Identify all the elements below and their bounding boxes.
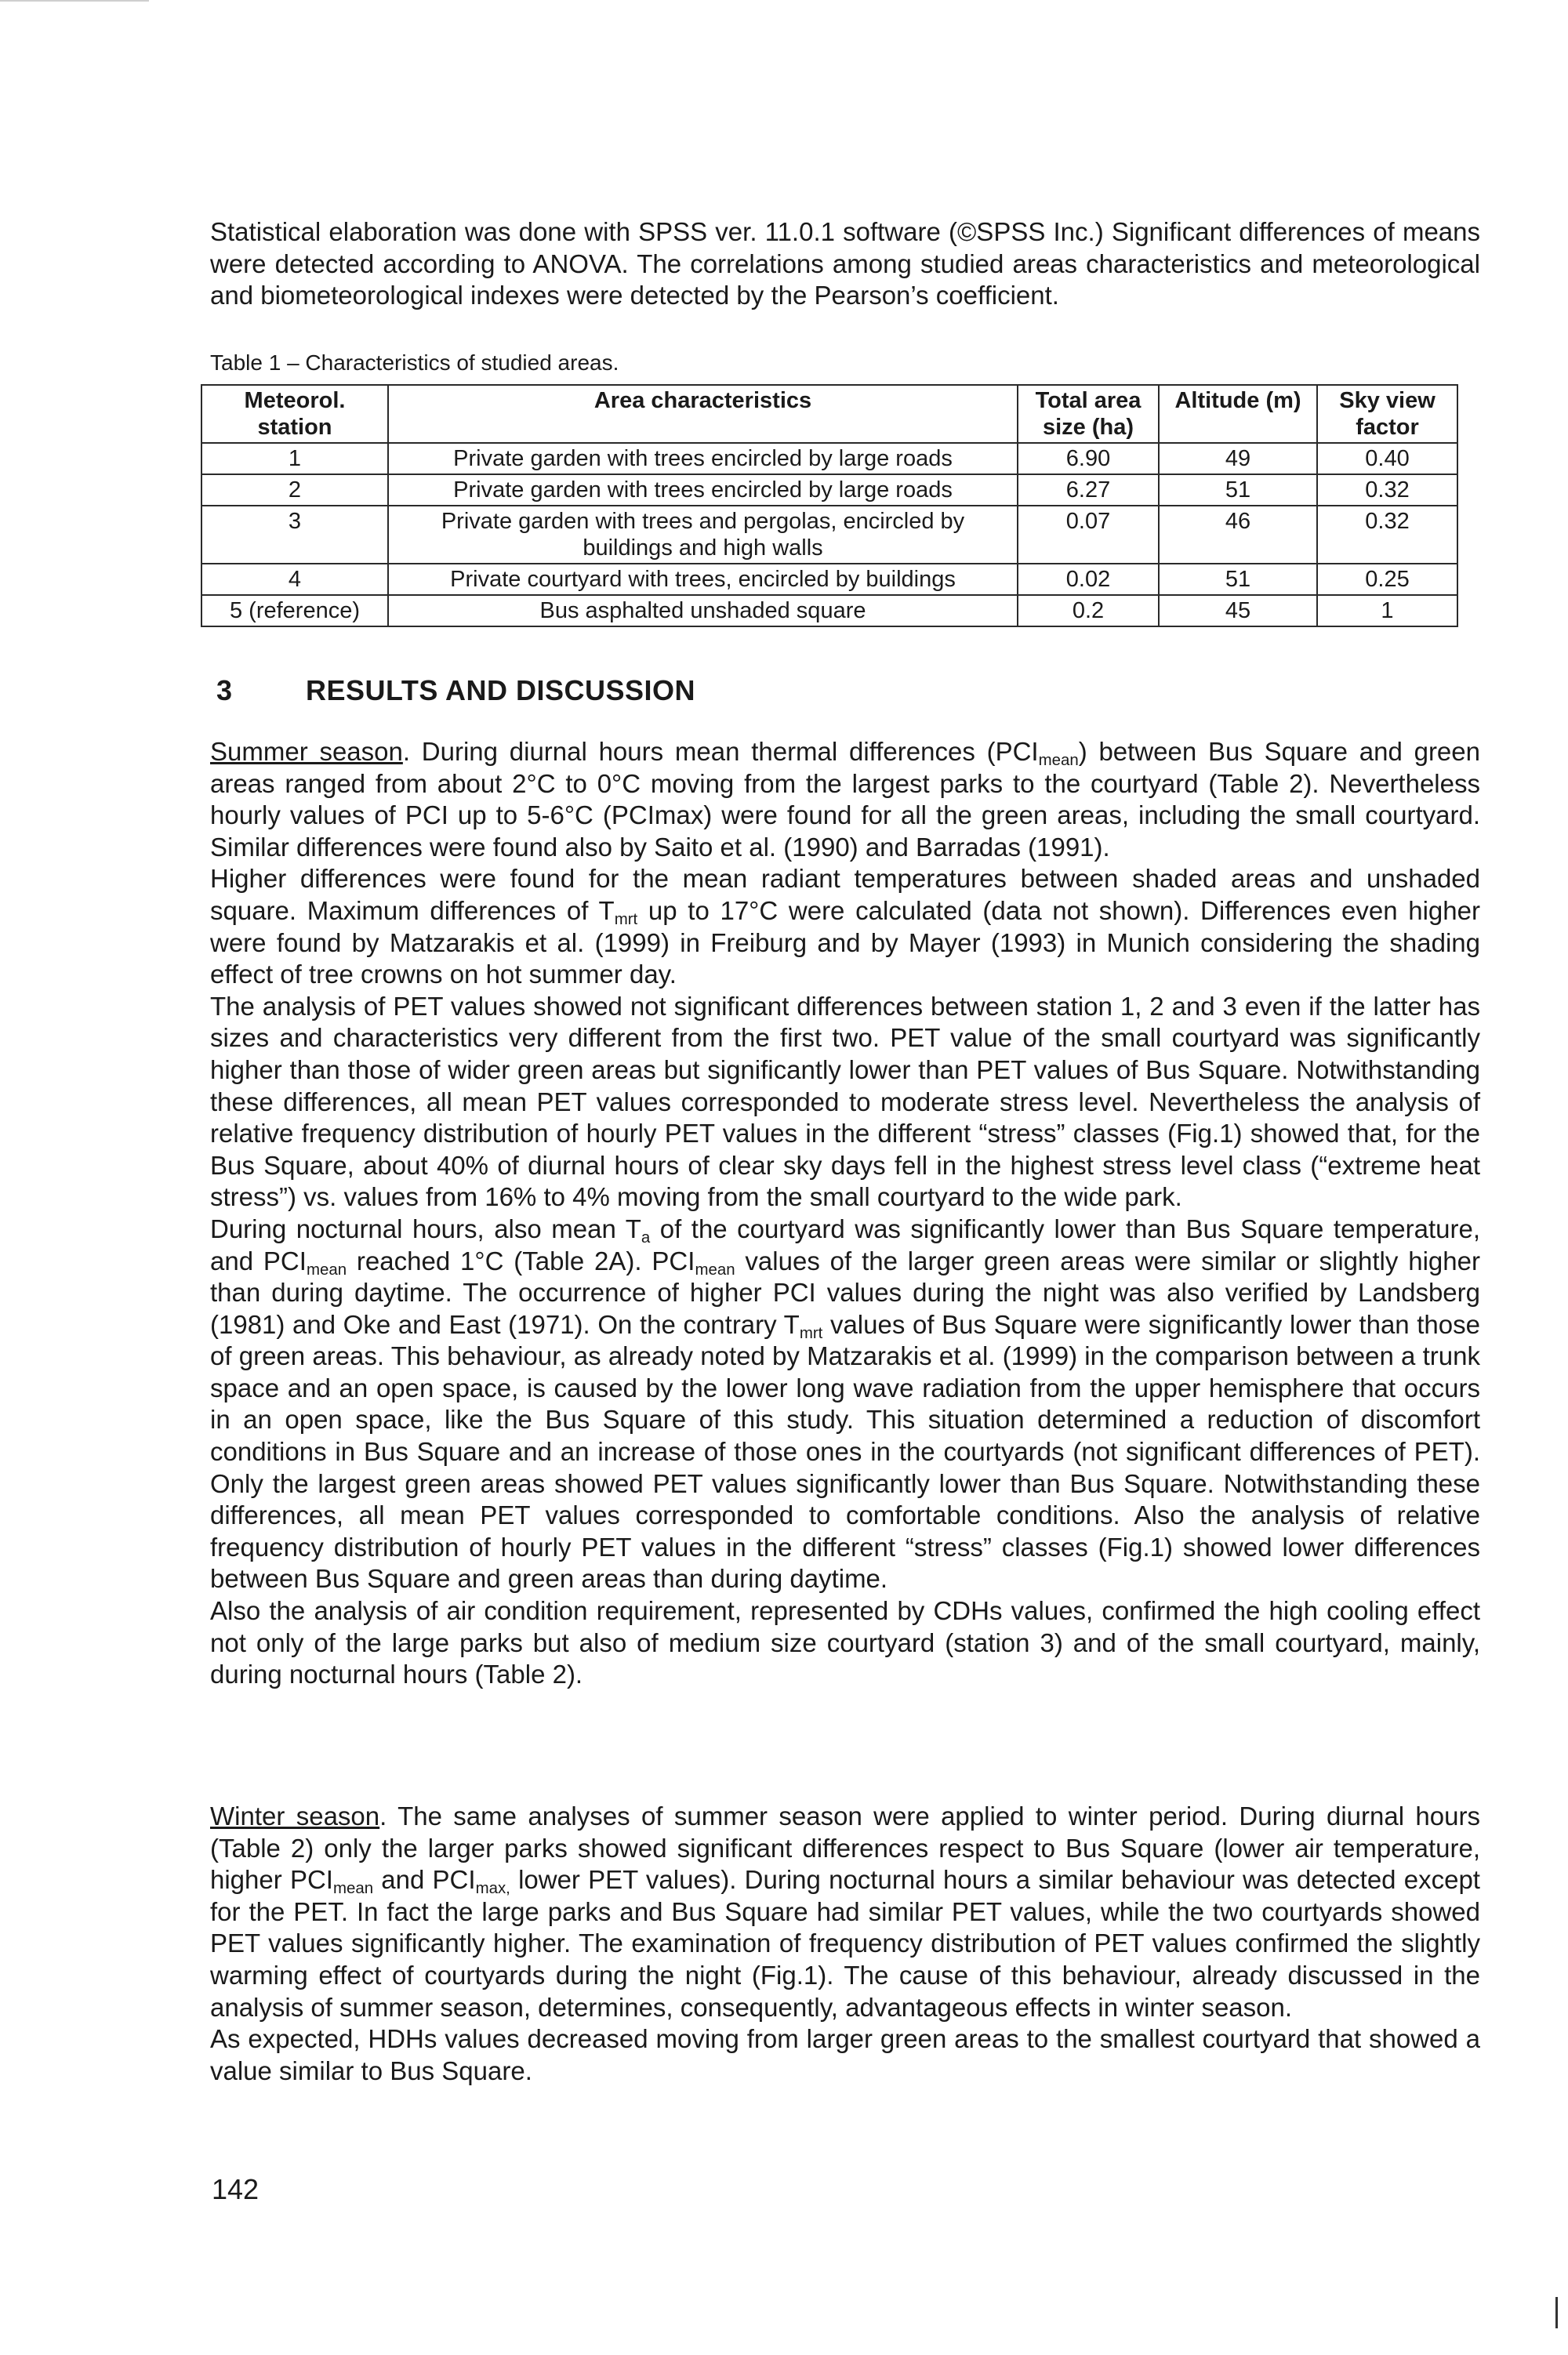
cell-area: Private garden with trees encircled by large roads xyxy=(388,474,1018,506)
intro-paragraph xyxy=(210,216,1480,312)
winter-section xyxy=(210,1801,1480,2087)
header-altitude: Altitude (m) xyxy=(1159,385,1317,443)
table-row xyxy=(201,564,1457,595)
table-row xyxy=(201,474,1457,506)
cell-altitude: 51 xyxy=(1159,564,1317,595)
table-header-row xyxy=(201,385,1457,443)
cell-area: Bus asphalted unshaded square xyxy=(388,595,1018,626)
cell-size: 6.90 xyxy=(1018,443,1159,474)
cell-altitude: 45 xyxy=(1159,595,1317,626)
cell-size: 0.2 xyxy=(1018,595,1159,626)
cell-svf: 0.40 xyxy=(1317,443,1457,474)
header-svf: Sky view factor xyxy=(1317,385,1457,443)
table1-caption: Table 1 – Characteristics of studied areas. xyxy=(210,350,619,375)
section-heading xyxy=(216,674,695,707)
summer-label: Summer season xyxy=(210,737,403,766)
cell-area: Private courtyard with trees, encircled by buildings xyxy=(388,564,1018,595)
cell-size: 0.02 xyxy=(1018,564,1159,595)
cell-size: 6.27 xyxy=(1018,474,1159,506)
section-number: 3 xyxy=(216,674,233,706)
table-row xyxy=(201,506,1457,564)
header-size: Total area size (ha) xyxy=(1018,385,1159,443)
cell-station: 5 (reference) xyxy=(201,595,388,626)
cell-station: 1 xyxy=(201,443,388,474)
winter-label: Winter season xyxy=(210,1802,380,1831)
cell-station: 2 xyxy=(201,474,388,506)
summer-paragraph-1: Summer season. During diurnal hours mean thermal differences $(PCI_{mean})$ between Bus Square and green areas ranged from about 2°C to 0°C moving from the largest parks to the courtyard (Table 2). Nevertheless hourly values of PCI up to 5-6°C (PCImax) were found for all the green areas, including the small courtyard. Similar differences were found also by Saito et al. (1990) and Barradas (1991). xyxy=(210,737,1480,862)
header-area: Area characteristics xyxy=(388,385,1018,443)
summer-paragraph-5: Also the analysis of air condition requirement, represented by CDHs values, confirmed the high cooling effect not only of the large parks but also of medium size courtyard (station 3) and of the small courtyard, mainly, during nocturnal hours (Table 2). xyxy=(210,1596,1480,1689)
cell-station: 3 xyxy=(201,506,388,564)
scan-edge-line xyxy=(0,0,149,2)
summer-section xyxy=(210,736,1480,1691)
intro-text: Statistical elaboration was done with SPSS ver. 11.0.1 software (©SPSS Inc.) Significant differences of means were detected according to ANOVA. The correlations among studied areas characteristics and meteorological and biometeorological indexes were detected by the Pearson’s coefficient. xyxy=(210,217,1480,310)
cell-svf: 0.25 xyxy=(1317,564,1457,595)
table-row xyxy=(201,595,1457,626)
winter-paragraph-1: Winter season. The same analyses of summer season were applied to winter period. During diurnal hours (Table 2) only the larger parks showed significant differences respect to Bus Square (lower air temperature, higher $PCI_{mean}$ and $PCI_{max,}$ lower PET values). During nocturnal hours a similar behaviour was detected except for the PET. In fact the large parks and Bus Square had similar PET values, while the two courtyards showed PET values significantly higher. The examination of frequency distribution of PET values confirmed the slightly warming effect of courtyards during the night (Fig.1). The cause of this behaviour, already discussed in the analysis of summer season, determines, consequently, advantageous effects in winter season. xyxy=(210,1802,1480,2022)
cell-svf: 0.32 xyxy=(1317,506,1457,564)
cell-area: Private garden with trees and pergolas, encircled by buildings and high walls xyxy=(388,506,1018,564)
summer-paragraph-4: During nocturnal hours, also mean $T_a$ of the courtyard was significantly lower than Bus Square temperature, and $PCI_{mean}$ reached 1°C (Table 2A). $PCI_{mean}$ values of the larger green areas were similar or slightly higher than during daytime. The occurrence of higher PCI values during the night was also verified by Landsberg (1981) and Oke and East (1971). On the contrary $T_{mrt}$ values of Bus Square were significantly lower than those of green areas. This behaviour, as already noted by Matzarakis et al. (1999) in the comparison between a trunk space and an open space, is caused by the lower long wave radiation from the upper hemisphere that occurs in an open space, like the Bus Square of this study. This situation determined a reduction of discomfort conditions in Bus Square and an increase of those ones in the courtyards (not significant differences of PET). Only the largest green areas showed PET values significantly lower than Bus Square. Notwithstanding these differences, all mean PET values corresponded to comfortable conditions. Also the analysis of relative frequency distribution of hourly PET values in the different “stress” classes (Fig.1) showed lower differences between Bus Square and green areas than during daytime. xyxy=(210,1214,1480,1594)
table1 xyxy=(201,384,1458,627)
summer-paragraph-2: Higher differences were found for the mean radiant temperatures between shaded areas and unshaded square. Maximum differences of $T_{mrt}$ up to 17°C were calculated (data not shown). Differences even higher were found by Matzarakis et al. (1999) in Freiburg and by Mayer (1993) in Munich considering the shading effect of tree crowns on hot summer day. xyxy=(210,864,1480,989)
page-number: 142 xyxy=(212,2173,260,2205)
table-row xyxy=(201,443,1457,474)
winter-paragraph-2: As expected, HDHs values decreased moving from larger green areas to the smallest courtyard that showed a value similar to Bus Square. xyxy=(210,2024,1480,2085)
cell-svf: 1 xyxy=(1317,595,1457,626)
cell-svf: 0.32 xyxy=(1317,474,1457,506)
cell-area: Private garden with trees encircled by large roads xyxy=(388,443,1018,474)
section-title: RESULTS AND DISCUSSION xyxy=(306,674,696,706)
cell-altitude: 49 xyxy=(1159,443,1317,474)
cell-size: 0.07 xyxy=(1018,506,1159,564)
cell-altitude: 51 xyxy=(1159,474,1317,506)
scan-mark xyxy=(1555,2297,1558,2328)
header-station: Meteorol. station xyxy=(201,385,388,443)
cell-altitude: 46 xyxy=(1159,506,1317,564)
summer-paragraph-3: The analysis of PET values showed not significant differences between station 1, 2 and 3 even if the latter has sizes and characteristics very different from the first two. PET value of the small courtyard was significantly higher than those of wider green areas but significantly lower than PET values of Bus Square. Notwithstanding these differences, all mean PET values corresponded to moderate stress level. Nevertheless the analysis of relative frequency distribution of hourly PET values in the different “stress” classes (Fig.1) showed that, for the Bus Square, about 40% of diurnal hours of clear sky days fell in the highest stress level class (“extreme heat stress”) vs. values from 16% to 4% moving from the small courtyard to the wide park. xyxy=(210,991,1480,1212)
cell-station: 4 xyxy=(201,564,388,595)
